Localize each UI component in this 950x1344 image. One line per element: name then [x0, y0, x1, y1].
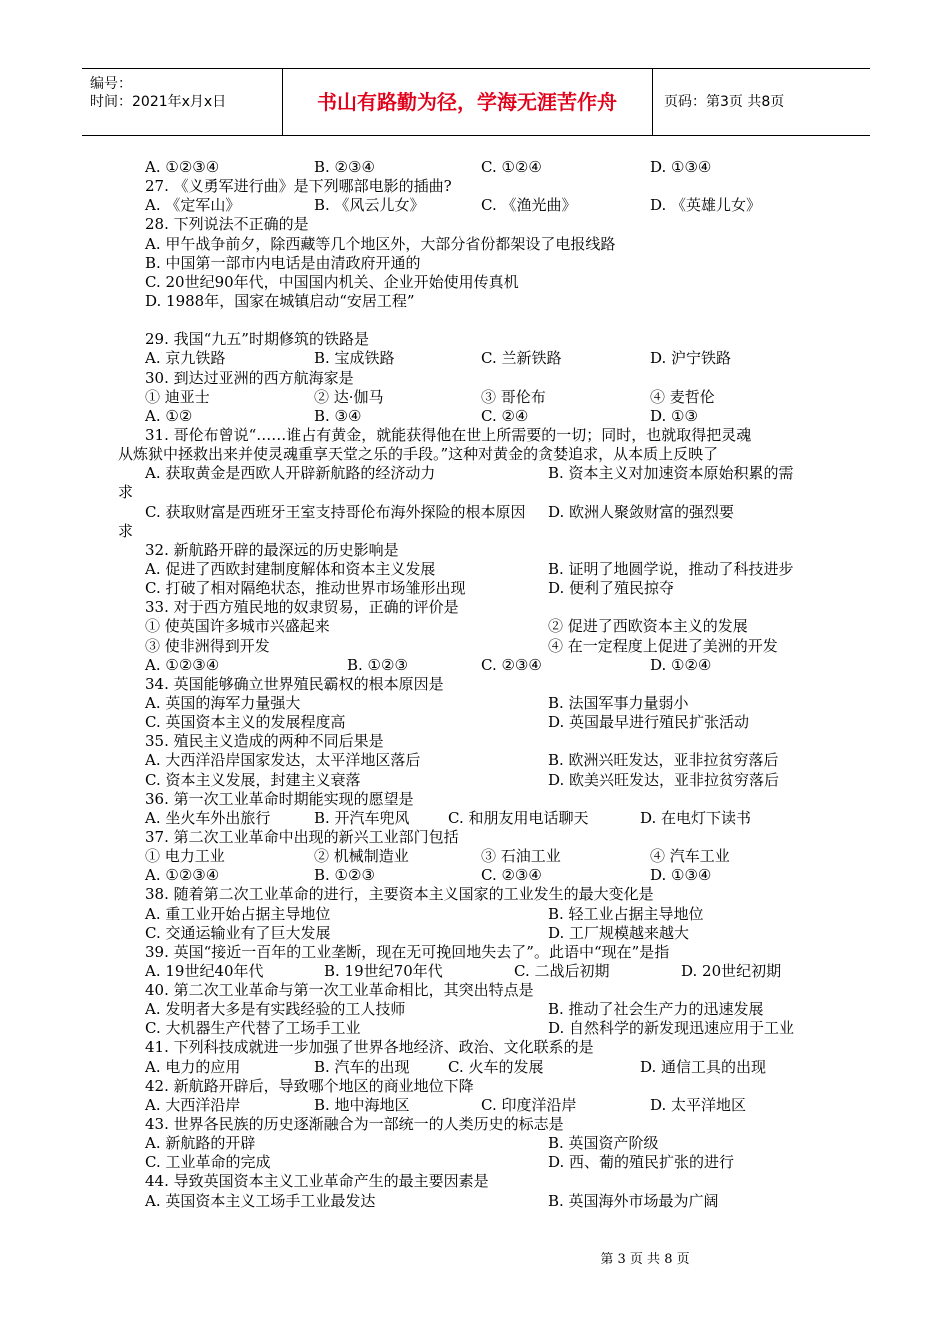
question-text: 39. 英国“接近一百年的工业垄断，现在无可挽回地失去了”。此语中“现在”是指	[145, 942, 670, 961]
question-line	[118, 943, 848, 962]
question-line	[118, 905, 848, 924]
option-b: D. 欧美兴旺发达，亚非拉贫穷落后	[548, 770, 780, 789]
option-a: A. 促进了西欧封建制度解体和资本主义发展	[145, 559, 436, 578]
question-text: 38. 随着第二次工业革命的进行，主要资本主义国家的工业发生的最大变化是	[145, 885, 654, 904]
option-b: B. 地中海地区	[314, 1095, 410, 1114]
question-text: 27. 《义勇军进行曲》是下列哪部电影的插曲?	[145, 177, 452, 196]
question-text: 42. 新航路开辟后，导致哪个地区的商业地位下降	[145, 1076, 474, 1095]
question-text: 30. 到达过亚洲的西方航海家是	[145, 368, 354, 387]
option-c: C. ②③④	[481, 866, 542, 885]
option-c: C. 兰新铁路	[481, 349, 562, 368]
option-b: B. 汽车的出现	[314, 1057, 410, 1076]
question-line	[118, 1077, 848, 1096]
option-b: D. 便利了殖民掠夺	[548, 579, 675, 598]
question-line	[118, 388, 848, 407]
question-text: 37. 第二次工业革命中出现的新兴工业部门包括	[145, 827, 459, 846]
question-line	[118, 962, 848, 981]
question-line	[118, 235, 848, 254]
option-a: A. 大西洋沿岸	[145, 1095, 241, 1114]
option-a: C. 英国资本主义的发展程度高	[145, 713, 346, 732]
option-a: A. 英国的海军力量强大	[145, 693, 301, 712]
question-line	[118, 675, 848, 694]
option-b: B. ①②③	[347, 655, 408, 674]
option-b: ④ 在一定程度上促进了美洲的开发	[548, 636, 778, 655]
option-a: ① 电力工业	[145, 847, 225, 866]
option-b: B. 轻工业占据主导地位	[548, 904, 704, 923]
question-line	[118, 809, 848, 828]
option-b: D. 西、葡的殖民扩张的进行	[548, 1153, 735, 1172]
date-label: 时间：2021年x月x日	[90, 94, 227, 110]
option-a: C. 打破了相对隔绝状态，推动世界市场雏形出现	[145, 579, 466, 598]
question-line	[118, 637, 848, 656]
question-line	[118, 426, 848, 445]
question-line	[118, 1115, 848, 1134]
question-line	[118, 445, 848, 464]
question-line	[118, 503, 848, 522]
option-d: D. ①③④	[650, 158, 712, 176]
question-line	[118, 349, 848, 368]
option-b: B. ①②③	[314, 866, 375, 885]
question-line	[118, 1038, 848, 1057]
option-b: ② 达·伽马	[314, 387, 384, 406]
question-line	[118, 751, 848, 770]
option-b: D. 工厂规模越来越大	[548, 923, 690, 942]
question-text: 31. 哥伦布曾说“……谁占有黄金，就能获得他在世上所需要的一切；同时，也就取得把灵魂	[145, 425, 752, 444]
option-a: ③ 使非洲得到开发	[145, 636, 270, 655]
option-b: B. 证明了地圆学说，推动了科技进步	[548, 559, 794, 578]
option-a: A. 大西洋沿岸国家发达，太平洋地区落后	[145, 751, 421, 770]
question-line	[118, 828, 848, 847]
header-meta	[82, 69, 283, 135]
option-a: A. 京九铁路	[145, 349, 226, 368]
option-d: D. ①②④	[650, 655, 712, 674]
question-line	[118, 1019, 848, 1038]
option-c: C. ②③④	[481, 655, 542, 674]
option-a: C. 大机器生产代替了工场手工业	[145, 1019, 361, 1038]
question-line	[118, 771, 848, 790]
option-b: B. ③④	[314, 406, 362, 425]
option-a: A. ①②③④	[145, 655, 220, 674]
question-line	[118, 598, 848, 617]
question-text: 32. 新航路开辟的最深远的历史影响是	[145, 540, 399, 559]
option-b: D. 英国最早进行殖民扩张活动	[548, 713, 750, 732]
question-line	[118, 273, 848, 292]
question-text: 29. 我国“九五”时期修筑的铁路是	[145, 330, 369, 349]
question-text: 28. 下列说法不正确的是	[145, 215, 309, 234]
question-line	[118, 847, 848, 866]
option-b: B. 推动了社会生产力的迅速发展	[548, 1000, 764, 1019]
code-label: 编号：	[90, 76, 132, 92]
question-line	[118, 158, 848, 177]
option-d: D. 沪宁铁路	[650, 349, 732, 368]
question-line	[118, 694, 848, 713]
option-b: B. 法国军事力量弱小	[548, 693, 689, 712]
option-b: B. 英国资产阶级	[548, 1134, 659, 1153]
option-a: A. 重工业开始占据主导地位	[145, 904, 331, 923]
option-c: C. 二战后初期	[514, 961, 610, 980]
question-text: 求	[118, 521, 134, 540]
question-text: A. 甲午战争前夕，除西藏等几个地区外，大部分省份都架设了电报线路	[145, 234, 616, 253]
question-line	[118, 1172, 848, 1191]
question-line	[118, 656, 848, 675]
question-line	[118, 732, 848, 751]
question-line	[118, 1192, 848, 1211]
question-text: C. 20世纪90年代，中国国内机关、企业开始使用传真机	[145, 272, 519, 291]
option-b: ② 机械制造业	[314, 847, 409, 866]
option-a: A. 坐火车外出旅行	[145, 808, 271, 827]
option-d: D. ①③	[650, 406, 698, 425]
option-b: B. ②③④	[314, 158, 375, 176]
option-a: A. 英国资本主义工场手工业最发达	[145, 1191, 376, 1210]
option-a: ① 迪亚士	[145, 387, 210, 406]
question-line	[118, 1096, 848, 1115]
question-line	[118, 330, 848, 349]
question-line	[118, 866, 848, 885]
option-d: ④ 麦哲伦	[650, 387, 715, 406]
option-b: B. 宝成铁路	[314, 349, 395, 368]
header-motto: 书山有路勤为径，学海无涯苦作舟	[282, 69, 653, 135]
option-b: D. 欧洲人聚敛财富的强烈要	[548, 502, 735, 521]
option-a: A. ①②	[145, 406, 193, 425]
question-line	[118, 924, 848, 943]
option-c: C. 印度洋沿岸	[481, 1095, 577, 1114]
question-line	[118, 790, 848, 809]
option-a: C. 工业革命的完成	[145, 1153, 271, 1172]
option-c: ③ 哥伦布	[481, 387, 546, 406]
question-text: 41. 下列科技成就进一步加强了世界各地经济、政治、文化联系的是	[145, 1038, 594, 1057]
question-text: 44. 导致英国资本主义工业革命产生的最主要因素是	[145, 1172, 489, 1191]
question-line	[118, 522, 848, 541]
question-text: 40. 第二次工业革命与第一次工业革命相比，其突出特点是	[145, 981, 534, 1000]
option-b: ② 促进了西欧资本主义的发展	[548, 617, 748, 636]
option-a: A. 发明者大多是有实践经验的工人技师	[145, 1000, 406, 1019]
header-page-label: 页码：第3页 共8页	[664, 94, 785, 110]
question-text: 从炼狱中拯救出来并使灵魂重享天堂之乐的手段。”这种对黄金的贪婪追求，从本质上反映了	[118, 445, 719, 464]
option-b: B. 19世纪70年代	[324, 961, 443, 980]
question-line	[118, 1134, 848, 1153]
question-line	[118, 1153, 848, 1172]
option-c: C. 和朋友用电话聊天	[448, 808, 589, 827]
option-a: A. 电力的应用	[145, 1057, 241, 1076]
option-b: B. 开汽车兜风	[314, 808, 410, 827]
option-c: C. 《渔光曲》	[481, 196, 577, 215]
question-line	[118, 215, 848, 234]
question-line	[118, 1000, 848, 1019]
option-b: D. 自然科学的新发现迅速应用于工业	[548, 1019, 795, 1038]
option-a: A. ①②③④	[145, 158, 220, 176]
question-line	[118, 292, 848, 330]
option-a: C. 交通运输业有了巨大发展	[145, 923, 331, 942]
option-a: C. 资本主义发展，封建主义衰落	[145, 770, 361, 789]
question-text: 35. 殖民主义造成的两种不同后果是	[145, 732, 384, 751]
option-a: A. 获取黄金是西欧人开辟新航路的经济动力	[145, 464, 436, 483]
option-c: C. ①②④	[481, 158, 542, 176]
question-line	[118, 464, 848, 483]
option-b: B. 《风云儿女》	[314, 196, 425, 215]
question-line	[118, 369, 848, 388]
option-a: A. 19世纪40年代	[145, 961, 264, 980]
option-c: C. ②④	[481, 406, 529, 425]
question-line	[118, 407, 848, 426]
question-line	[118, 483, 848, 502]
question-text: D. 1988年，国家在城镇启动“安居工程”	[145, 291, 415, 310]
option-b: B. 欧洲兴旺发达，亚非拉贫穷落后	[548, 751, 779, 770]
question-text: B. 中国第一部市内电话是由清政府开通的	[145, 253, 421, 272]
question-line	[118, 617, 848, 636]
question-line	[118, 560, 848, 579]
question-text: 43. 世界各民族的历史逐渐融合为一部统一的人类历史的标志是	[145, 1115, 564, 1134]
question-line	[118, 196, 848, 215]
option-b: B. 英国海外市场最为广阔	[548, 1191, 719, 1210]
option-a: A. 新航路的开辟	[145, 1134, 256, 1153]
page-footer: 第 3 页 共 8 页	[600, 1252, 690, 1267]
option-a: A. ①②③④	[145, 866, 220, 885]
question-list	[118, 158, 848, 1211]
question-text: 33. 对于西方殖民地的奴隶贸易，正确的评价是	[145, 598, 459, 617]
option-c: ③ 石油工业	[481, 847, 561, 866]
question-line	[118, 579, 848, 598]
option-d: D. 在电灯下读书	[640, 808, 752, 827]
option-c: C. 火车的发展	[448, 1057, 544, 1076]
option-a: C. 获取财富是西班牙王室支持哥伦布海外探险的根本原因	[145, 502, 526, 521]
question-line	[118, 981, 848, 1000]
option-d: D. 太平洋地区	[650, 1095, 747, 1114]
page-header	[82, 68, 870, 136]
option-a: A. 《定军山》	[145, 196, 241, 215]
question-line	[118, 885, 848, 904]
question-text: 求	[118, 483, 134, 502]
option-b: B. 资本主义对加速资本原始积累的需	[548, 464, 794, 483]
question-line	[118, 713, 848, 732]
question-line	[118, 177, 848, 196]
option-d: D. 20世纪初期	[681, 961, 782, 980]
question-line	[118, 254, 848, 273]
question-text: 34. 英国能够确立世界殖民霸权的根本原因是	[145, 674, 444, 693]
option-d: D. ①③④	[650, 866, 712, 885]
option-d: ④ 汽车工业	[650, 847, 730, 866]
question-line	[118, 541, 848, 560]
option-d: D. 通信工具的出现	[640, 1057, 767, 1076]
question-text: 36. 第一次工业革命时期能实现的愿望是	[145, 789, 414, 808]
question-line	[118, 1058, 848, 1077]
option-a: ① 使英国许多城市兴盛起来	[145, 617, 330, 636]
option-d: D. 《英雄儿女》	[650, 196, 762, 215]
